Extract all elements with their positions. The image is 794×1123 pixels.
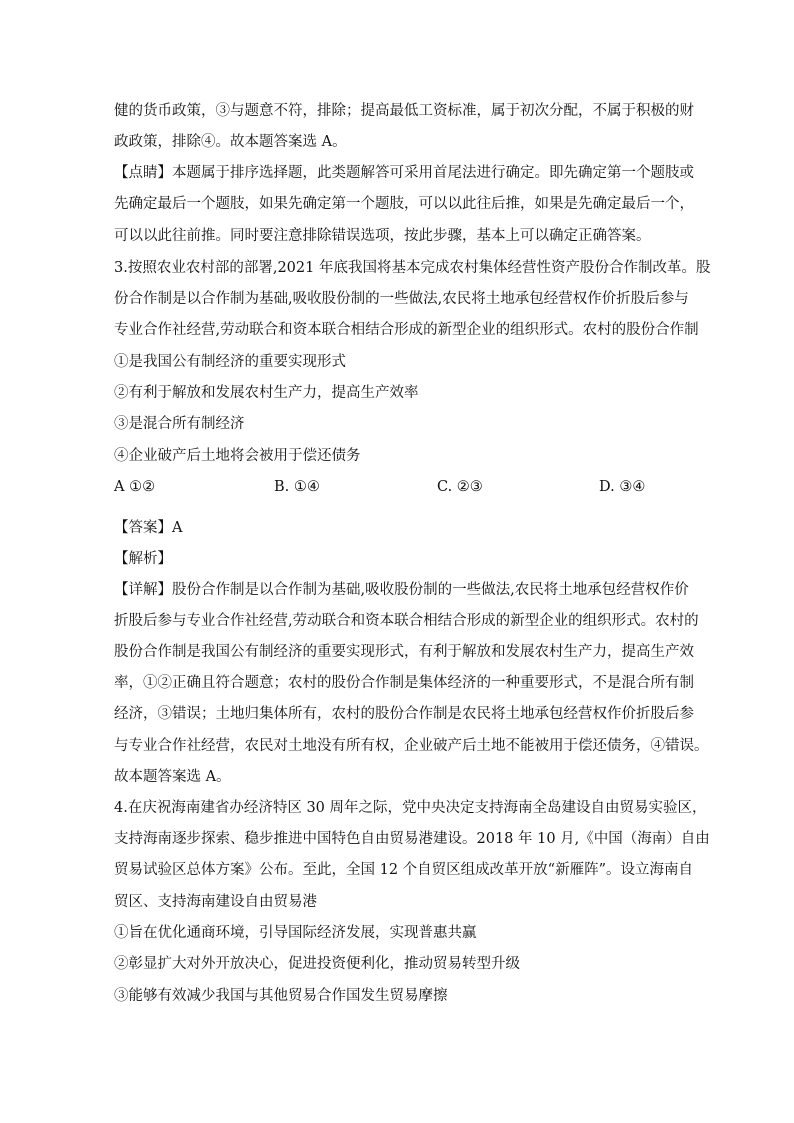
statement-1: ①旨在优化通商环境，引导国际经济发展，实现普惠共赢 bbox=[114, 925, 477, 941]
question-3-stem: 份合作制是以合作制为基础,吸收股份制的一些做法,农民将土地承包经营权作价折股后参与 bbox=[114, 291, 689, 307]
tip-line: 可以以此往前推。同时要注意排除错误选项，按此步骤，基本上可以确定正确答案。 bbox=[114, 228, 651, 244]
statement-2: ②有利于解放和发展农村生产力，提高生产效率 bbox=[114, 385, 419, 401]
detail-line: 故本题答案选 A。 bbox=[114, 769, 231, 785]
text-line: 政政策，排除④。故本题答案选 A。 bbox=[114, 134, 347, 150]
tip-line: 先确定最后一个题肢，如果先确定第一个题肢，可以以此往后推，如果是先确定最后一个， bbox=[114, 196, 694, 212]
analysis-label: 【解析】 bbox=[114, 551, 172, 567]
option-c: C. ②③ bbox=[437, 479, 483, 495]
statement-4: ④企业破产后土地将会被用于偿还债务 bbox=[114, 448, 361, 464]
detail-line: 折股后参与专业合作社经营,劳动联合和资本联合相结合形成的新型企业的组织形式。农村的 bbox=[114, 613, 699, 629]
question-4-stem: 贸易试验区总体方案》公布。至此，全国 12 个自贸区组成改革开放“新雁阵”。设立海南自 bbox=[114, 862, 693, 878]
answer-label: 【答案】A bbox=[114, 520, 183, 536]
question-4-stem: 支持海南逐步探索、稳步推进中国特色自由贸易港建设。2018 年 10 月,《中国（海南）自由 bbox=[114, 831, 710, 847]
tip-line: 【点睛】本题属于排序选择题，此类题解答可采用首尾法进行确定。即先确定第一个题肢或 bbox=[114, 165, 694, 181]
question-3-stem: 3.按照农业农村部的部署,2021 年底我国将基本完成农村集体经营性资产股份合作制改革。股 bbox=[114, 260, 711, 276]
option-a: A ①② bbox=[114, 479, 156, 495]
statement-3: ③是混合所有制经济 bbox=[114, 416, 245, 432]
question-4-stem: 4.在庆祝海南建省办经济特区 30 周年之际，党中央决定支持海南全岛建设自由贸易实验区， bbox=[114, 800, 707, 816]
detail-line: 经济，③错误；土地归集体所有，农村的股份合作制是农民将土地承包经营权作价折股后参 bbox=[114, 706, 694, 722]
detail-line: 率，①②正确且符合题意；农村的股份合作制是集体经济的一种重要形式，不是混合所有制 bbox=[114, 675, 694, 691]
option-b: B. ①④ bbox=[274, 479, 320, 495]
detail-line: 股份合作制是我国公有制经济的重要实现形式，有利于解放和发展农村生产力，提高生产效 bbox=[114, 644, 694, 660]
statement-1: ①是我国公有制经济的重要实现形式 bbox=[114, 354, 346, 370]
question-4-stem: 贸区、支持海南建设自由贸易港 bbox=[114, 894, 317, 910]
text-line: 健的货币政策，③与题意不符，排除；提高最低工资标准，属于初次分配，不属于积极的财 bbox=[114, 103, 694, 119]
detail-line: 【详解】股份合作制是以合作制为基础,吸收股份制的一些做法,农民将土地承包经营权作价 bbox=[114, 582, 689, 598]
statement-2: ②彰显扩大对外开放决心，促进投资便利化，推动贸易转型升级 bbox=[114, 956, 520, 972]
question-3-stem: 专业合作社经营,劳动联合和资本联合相结合形成的新型企业的组织形式。农村的股份合作制 bbox=[114, 322, 699, 338]
option-d: D. ③④ bbox=[599, 479, 646, 495]
statement-3: ③能够有效减少我国与其他贸易合作国发生贸易摩擦 bbox=[114, 988, 448, 1004]
detail-line: 与专业合作社经营，农民对土地没有所有权，企业破产后土地不能被用于偿还债务，④错误。 bbox=[114, 738, 709, 754]
